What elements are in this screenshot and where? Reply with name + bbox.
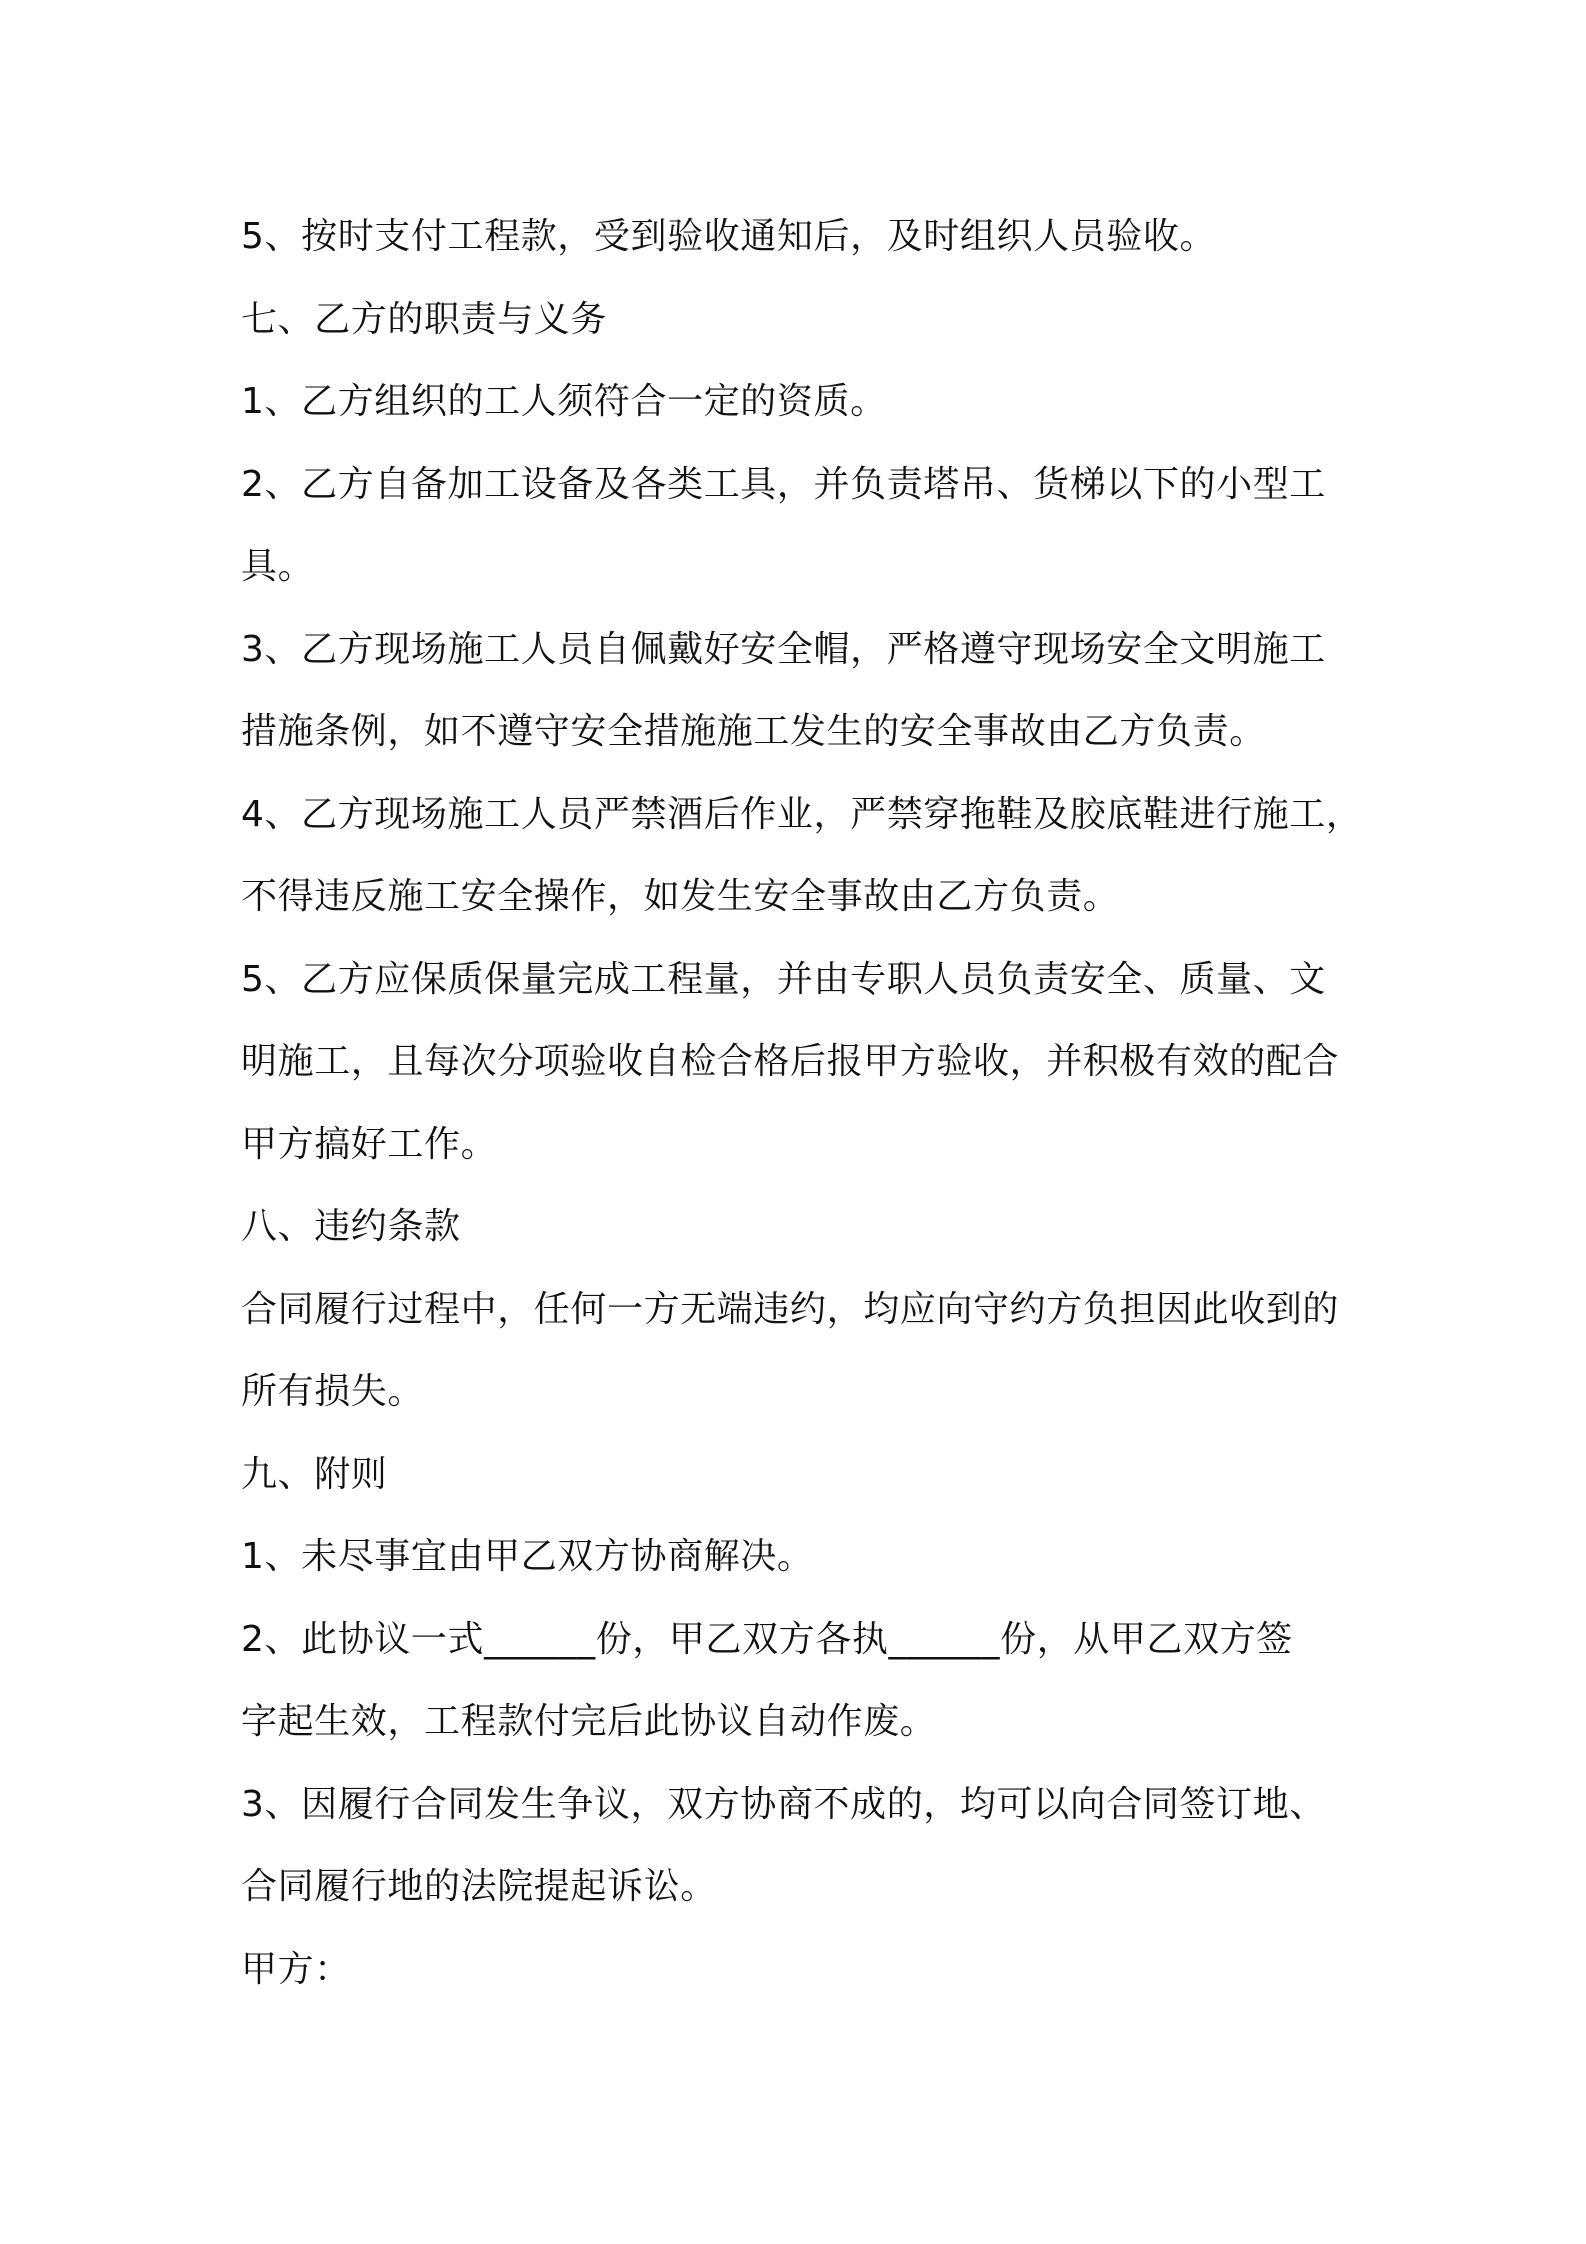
party-a-signature-label: 甲方： xyxy=(241,1948,351,1990)
appendix-clause-3-line-2: 合同履行地的法院提起诉讼。 xyxy=(241,1866,717,1907)
clause-7-5-payment: 5、按时支付工程款，受到验收通知后，及时组织人员验收。 xyxy=(241,216,1217,257)
clause-b-1: 1、乙方组织的工人须符合一定的资质。 xyxy=(241,381,887,422)
clause-b-2-line-2: 具。 xyxy=(241,546,315,587)
document-body xyxy=(241,196,1371,2011)
clause-b-2-line-1: 2、乙方自备加工设备及各类工具，并负责塔吊、货梯以下的小型工 xyxy=(241,463,1326,505)
clause-b-3-line-1: 3、乙方现场施工人员自佩戴好安全帽，严格遵守现场安全文明施工 xyxy=(241,628,1326,670)
clause-b-5-line-3: 甲方搞好工作。 xyxy=(241,1123,498,1165)
section-heading-7: 七、乙方的职责与义务 xyxy=(241,298,608,340)
appendix-clause-2-line-2: 字起生效，工程款付完后此协议自动作废。 xyxy=(241,1701,937,1742)
appendix-clause-2-line-1: 2、此协议一式______份，甲乙双方各执______份，从甲乙双方签 xyxy=(241,1618,1293,1660)
clause-b-5-line-1: 5、乙方应保质保量完成工程量，并由专职人员负责安全、质量、文 xyxy=(241,958,1326,1000)
appendix-clause-3-line-1: 3、因履行合同发生争议，双方协商不成的，均可以向合同签订地、 xyxy=(241,1783,1326,1825)
appendix-clause-1: 1、未尽事宜由甲乙双方协商解决。 xyxy=(241,1536,814,1577)
clause-b-3-line-2: 措施条例，如不遵守安全措施施工发生的安全事故由乙方负责。 xyxy=(241,711,1266,752)
clause-b-5-line-2: 明施工，且每次分项验收自检合格后报甲方验收，并积极有效的配合 xyxy=(241,1041,1340,1082)
section-heading-8: 八、违约条款 xyxy=(241,1206,461,1247)
section-heading-9: 九、附则 xyxy=(241,1453,388,1495)
clause-b-4-line-1: 4、乙方现场施工人员严禁酒后作业，严禁穿拖鞋及胶底鞋进行施工， xyxy=(241,793,1363,835)
breach-clause-line-1: 合同履行过程中，任何一方无端违约，均应向守约方负担因此收到的 xyxy=(241,1288,1340,1330)
breach-clause-line-2: 所有损失。 xyxy=(241,1371,425,1412)
clause-b-4-line-2: 不得违反施工安全操作，如发生安全事故由乙方负责。 xyxy=(241,876,1120,917)
